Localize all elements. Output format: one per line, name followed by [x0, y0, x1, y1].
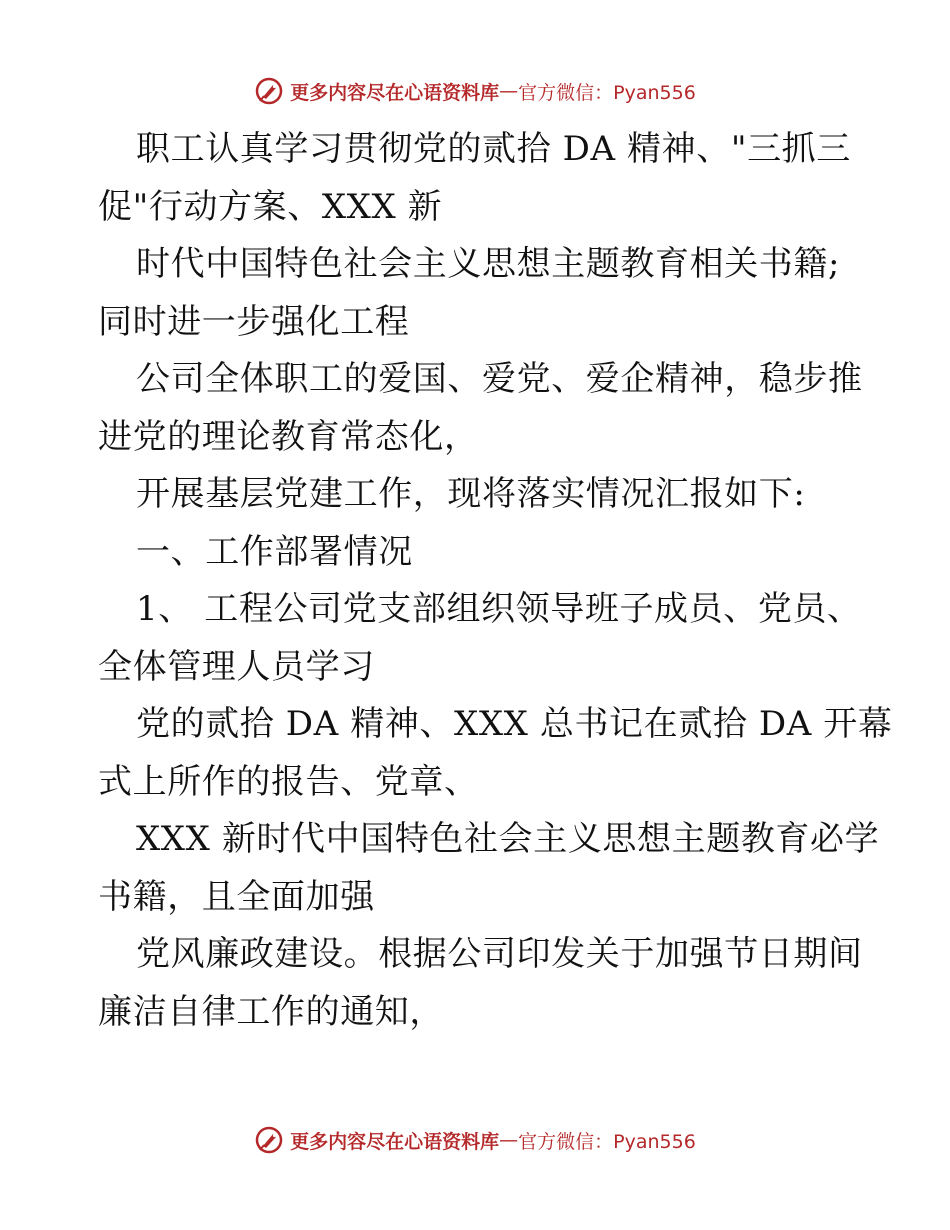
- pen-nib-logo-icon: [254, 76, 284, 106]
- paragraph-line: 党的贰拾 DA 精神、XXX 总书记在贰拾 DA 开幕: [136, 704, 893, 744]
- paragraph-2: [98, 236, 858, 351]
- header-banner-wechat-text: 官方微信：Pyan556: [518, 81, 696, 104]
- paragraph-3: [98, 351, 863, 466]
- header-banner-main-text: 更多内容尽在心语资料库: [290, 81, 500, 104]
- paragraph-8: [98, 811, 880, 926]
- section-heading-1: [98, 524, 858, 582]
- paragraph-line: 同时进一步强化工程: [98, 301, 410, 342]
- paragraph-line: 党风廉政建设。根据公司印发关于加强节日期间: [136, 934, 863, 974]
- paragraph-line: 促"行动方案、XXX 新: [98, 186, 443, 227]
- paragraph-9: [98, 926, 863, 1041]
- paragraph-line: 时代中国特色社会主义思想主题教育相关书籍;: [136, 244, 841, 284]
- header-banner-separator: —: [499, 80, 519, 102]
- footer-banner-main-text: 更多内容尽在心语资料库: [290, 1130, 500, 1153]
- paragraph-line: 式上所作的报告、党章、: [98, 761, 479, 802]
- footer-banner-separator: —: [499, 1129, 519, 1151]
- paragraph-line: 书籍，且全面加强: [98, 876, 375, 917]
- paragraph-1: [98, 121, 858, 236]
- paragraph-line: 廉洁自律工作的通知，: [98, 991, 444, 1032]
- paragraph-line: 公司全体职工的爱国、爱党、爱企精神，稳步推: [136, 359, 863, 399]
- paragraph-line: XXX 新时代中国特色社会主义思想主题教育必学: [136, 819, 880, 859]
- section-heading-text: 一、工作部署情况: [136, 531, 413, 572]
- paragraph-line: 1、 工程公司党支部组织领导班子成员、党员、: [136, 589, 862, 629]
- header-watermark-banner: [0, 71, 950, 111]
- paragraph-6: [98, 581, 862, 696]
- paragraph-line: 进党的理论教育常态化，: [98, 416, 479, 457]
- pen-nib-logo-icon: [254, 1125, 284, 1155]
- paragraph-line: 职工认真学习贯彻党的贰拾 DA 精神、"三抓三: [136, 129, 851, 169]
- footer-banner-wechat-text: 官方微信：Pyan556: [518, 1130, 696, 1153]
- footer-watermark-banner: [0, 1120, 950, 1160]
- document-body: [98, 121, 893, 1041]
- paragraph-line: 全体管理人员学习: [98, 646, 375, 687]
- paragraph-line: 开展基层党建工作，现将落实情况汇报如下:: [136, 474, 806, 514]
- paragraph-4: [98, 466, 858, 524]
- paragraph-7: [98, 696, 893, 811]
